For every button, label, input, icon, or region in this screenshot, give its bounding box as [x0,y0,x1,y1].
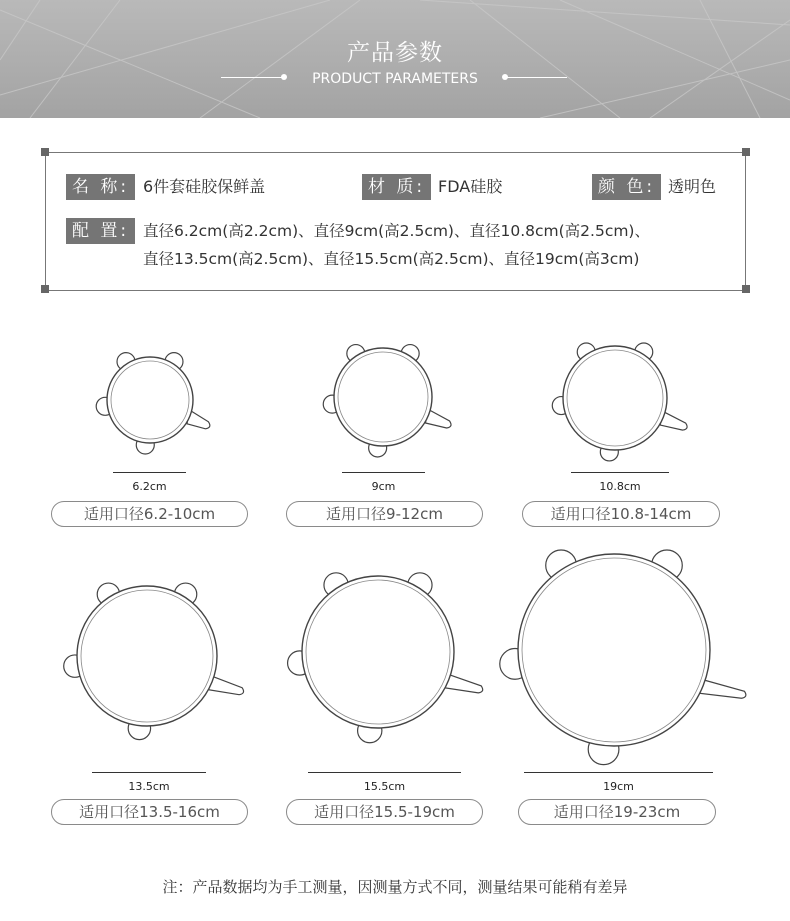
lid-rim [518,554,710,746]
measurement-note: 注：产品数据均为手工测量，因测量方式不同，测量结果可能稍有差异 [162,878,628,896]
material-label: 材 质: [362,174,431,200]
corner-mark [742,285,750,293]
page-title: 产品参数 [347,40,443,66]
size-dimension-line [524,772,713,773]
size-dimension-line [571,472,669,473]
size-dimension-line [113,472,186,473]
lid-illustration [488,524,770,776]
color-value: 透明色 [668,177,717,196]
fit-range-badge: 适用口径13.5-16cm [51,799,248,825]
size-dimension-line [92,772,206,773]
lid-rim [107,357,193,443]
lid-illustration [533,316,727,480]
size-label: 15.5cm [363,780,406,793]
lid-illustration [77,327,253,473]
name-label: 名 称: [66,174,135,200]
config-line-2: 直径13.5cm(高2.5cm)、直径15.5cm(高2.5cm)、直径19cm(高3cm) [143,250,640,268]
material-value: FDA硅胶 [438,177,503,196]
lid-rim [334,348,432,446]
size-label: 9cm [371,480,396,493]
fit-range-badge: 适用口径15.5-19cm [286,799,483,825]
fit-range-badge: 适用口径19-23cm [518,799,716,825]
size-label: 6.2cm [132,480,167,493]
fit-range-badge: 适用口径10.8-14cm [522,501,720,527]
corner-mark [41,148,49,156]
size-label: 10.8cm [599,480,641,493]
lid-illustration [47,556,277,756]
page-subtitle: PRODUCT PARAMETERS [312,71,478,87]
corner-mark [742,148,750,156]
header-banner [0,0,790,118]
size-dimension-line [308,772,461,773]
lid-illustration [304,318,492,476]
lid-rim [563,346,667,450]
lid-rim [302,576,454,728]
config-label: 配 置: [66,218,135,244]
size-dimension-line [342,472,425,473]
fit-range-badge: 适用口径6.2-10cm [51,501,248,527]
size-label: 13.5cm [128,780,170,793]
title-rule-right [507,77,567,78]
lid-rim [77,586,217,726]
size-label: 19cm [603,780,634,793]
box-border-left [45,153,46,290]
lid-illustration [272,546,514,758]
lid-pull-tab [445,674,483,693]
config-line-1: 直径6.2cm(高2.2cm)、直径9cm(高2.5cm)、直径10.8cm(高2.5cm)、 [143,222,650,240]
name-value: 6件套硅胶保鲜盖 [143,177,266,196]
box-border-right [745,153,746,290]
lid-pull-tab [699,679,746,698]
fit-range-badge: 适用口径9-12cm [286,501,483,527]
color-label: 颜 色: [592,174,661,200]
corner-mark [41,285,49,293]
